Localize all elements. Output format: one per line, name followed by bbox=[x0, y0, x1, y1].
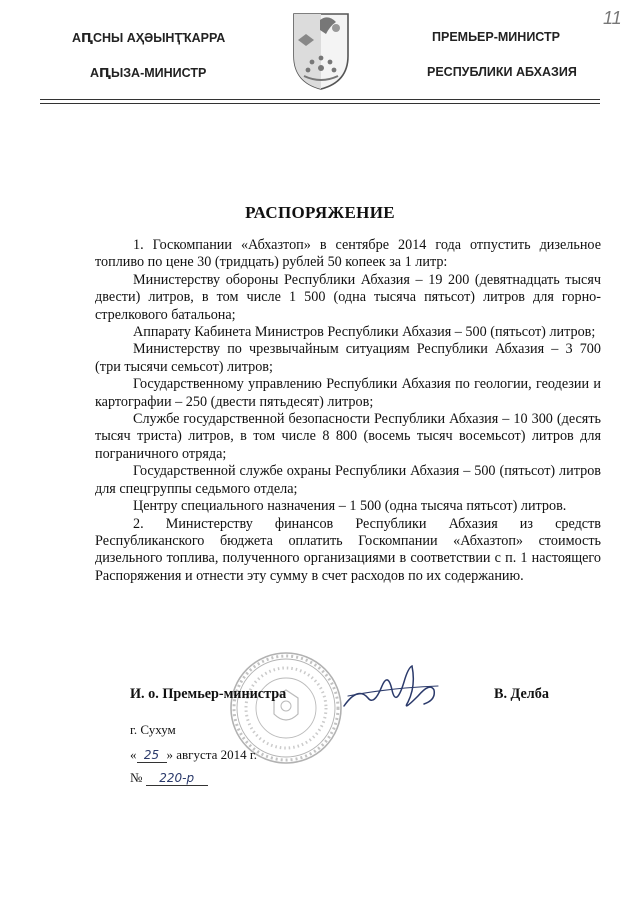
header-right-line2: РЕСПУБЛИКИ АБХАЗИЯ bbox=[427, 65, 577, 79]
paragraph: Министерству по чрезвычайным ситуациям Республики Абхазия – 3 700 (три тысячи семьсот) литров; bbox=[95, 341, 601, 375]
page-number: 11 bbox=[603, 8, 622, 28]
paragraph: Государственной службе охраны Республики Абхазия – 500 (пятьсот) литров для спецгруппы седьмого отдела; bbox=[95, 463, 601, 497]
document-body bbox=[95, 237, 601, 585]
header-divider bbox=[40, 99, 600, 100]
paragraph: Центру специального назначения – 1 500 (одна тысяча пятьсот) литров. bbox=[133, 498, 567, 515]
number-label: № bbox=[130, 770, 143, 785]
document-city: г. Сухум bbox=[130, 722, 176, 737]
paragraph: Министерству обороны Республики Абхазия – 19 200 (девятнадцать тысяч двести) литров, в том числе 1 500 (одна тысяча пятьсот) литров для горно-стрелкового батальона; bbox=[95, 271, 601, 323]
header-left-line2: АԤЫЗА-МИНИСТР bbox=[90, 66, 207, 80]
document-number bbox=[130, 770, 208, 786]
paragraph: 1. Госкомпании «Абхазтоп» в сентябре 2014 года отпустить дизельное топливо по цене 30 (тридцать) рублей 50 копеек за 1 литр: bbox=[95, 237, 601, 271]
paragraph: 2. Министерству финансов Республики Абхазия из средств Республиканского бюджета оплатить Госкомпании «Абхазтоп» стоимость дизельного топлива, полученного организациями в соответствии с п. 1 настоящего Распоряжения и отнести эту сумму в счет расходов по их содержанию. bbox=[95, 515, 601, 584]
paragraph: Аппарату Кабинета Министров Республики Абхазия – 500 (пятьсот) литров; bbox=[133, 324, 596, 341]
paragraph: Службе государственной безопасности Республики Абхазия – 10 300 (десять тысяч триста) литров, в том числе 8 800 (восемь тысяч восемьсот) литров для пограничного отряда; bbox=[95, 411, 601, 462]
document-title: РАСПОРЯЖЕНИЕ bbox=[245, 203, 395, 222]
number-value-handwritten: 220-р bbox=[146, 771, 208, 786]
date-month-year: » августа 2014 г. bbox=[166, 747, 257, 762]
header-divider-second bbox=[40, 103, 600, 104]
header-right-line1: ПРЕМЬЕР-МИНИСТР bbox=[432, 30, 560, 44]
header-left-line1: АԤСНЫ АҲӘЫНҬҠАРРА bbox=[72, 31, 226, 45]
paragraph: Государственному управлению Республики Абхазия по геологии, геодезии и картографии – 250 (двести пятьдесят) литров; bbox=[95, 376, 601, 410]
coat-of-arms-emblem bbox=[290, 10, 352, 92]
date-day-handwritten: 25 bbox=[137, 748, 167, 763]
date-open-quote: « bbox=[130, 747, 137, 762]
document-date bbox=[130, 747, 257, 763]
handwritten-signature bbox=[338, 656, 448, 718]
signatory-name: В. Делба bbox=[494, 686, 549, 702]
signatory-position: И. о. Премьер-министра bbox=[130, 686, 287, 702]
